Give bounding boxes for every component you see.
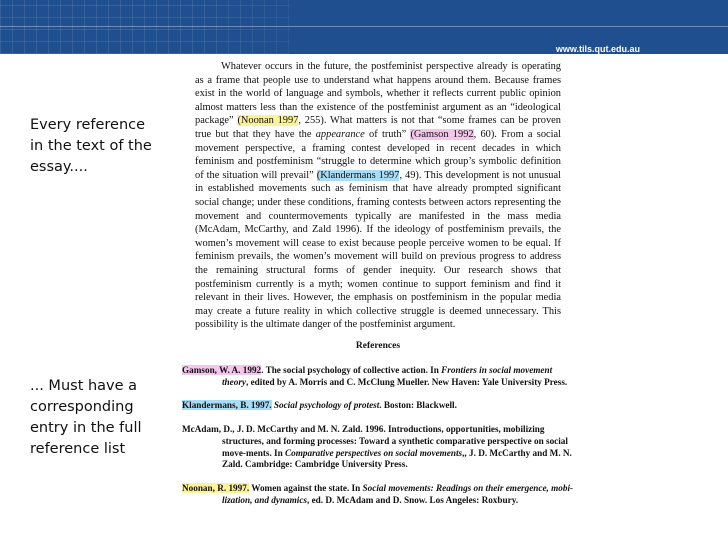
reference-entry-klandermans: Klandermans, B. 1997. Social psychology of protest. Boston: Blackwell.: [182, 400, 457, 411]
essay-excerpt: Whatever occurs in the future, the postfeminist perspective already is operating as a frame that people use to understand what happens around them. Because frames exist in the world of language and symbols, whether it reflects current public opinion almost matters less than the existence of the postfeminist argument as an “ideological package” (Noonan 1997, 255). What matters is not that “some frames can be proven true but that they have the appearance of truth” (Gamson 1992, 60). From a social movement perspective, a framing contest developed in recent decades in which feminism and postfeminism “struggle to determine which group’s symbolic definition of the situation will prevail” (Klandermans 1997, 49). This development is not unusual in established movements such as feminism that have already prompted significant social change; under these conditions, framing contests between actors representing the movement and countermovements typically are manifested in the mass media (McAdam, McCarthy, and Zald 1996). If the ideology of postfeminism prevails, the women’s movement will cease to exist because people perceive women to be equal. If feminism prevails, the women’s movement will build on previous progress to address the remaining structural forms of gender inequity. Our research shows that postfeminism currently is a myth; women continue to support feminism and find it relevant in their lives. However, the emphasis on postfeminism in the popular media may create a future reality in which collective struggle is deemed unnecessary. This possibility is the ultimate danger of the postfeminist argument.: [195, 61, 562, 331]
references-heading: References: [355, 341, 401, 351]
citation-gamson: (Gamson 1992: [410, 128, 474, 140]
citation-noonan: (Noonan 1997: [237, 115, 299, 127]
reference-author-klandermans: Klandermans, B. 1997.: [182, 400, 272, 411]
site-url[interactable]: www.tils.qut.edu.au: [555, 44, 640, 54]
note-every-reference: Every reference in the text of the essay....: [30, 117, 152, 175]
reference-entry-gamson: Gamson, W. A. 1992. The social psychology of collective action. In Frontiers in social movement theory, edited by A. Morris and C. McClung Mueller. New Haven: Yale University Press.: [182, 365, 568, 387]
reference-entry-mcadam: McAdam, D., J. D. McCarthy and M. N. Zald. 1996. Introductions, opportunities, mobilizing structures, and forming processes: Toward a synthetic comparative perspective on social move-ments. In Comparative perspectives on social movements,, J. D. McCarthy and M. N. Zald. Cambridge: Cambridge University Press.: [182, 424, 572, 470]
reference-list: [182, 365, 574, 518]
reference-entry-noonan: Noonan, R. 1997. Women against the state. In Social movements: Readings on their emergence, mobi-lization, and dynamics, ed. D. McAdam and D. Snow. Los Angeles: Roxbury.: [182, 482, 574, 505]
reference-author-noonan: Noonan, R. 1997.: [182, 482, 250, 493]
header-banner: [0, 0, 728, 54]
reference-author-gamson: Gamson, W. A. 1992: [182, 365, 262, 375]
citation-klandermans: (Klandermans 1997: [316, 169, 400, 181]
note-must-have-entry: ... Must have a corresponding entry in the full reference list: [30, 378, 142, 457]
